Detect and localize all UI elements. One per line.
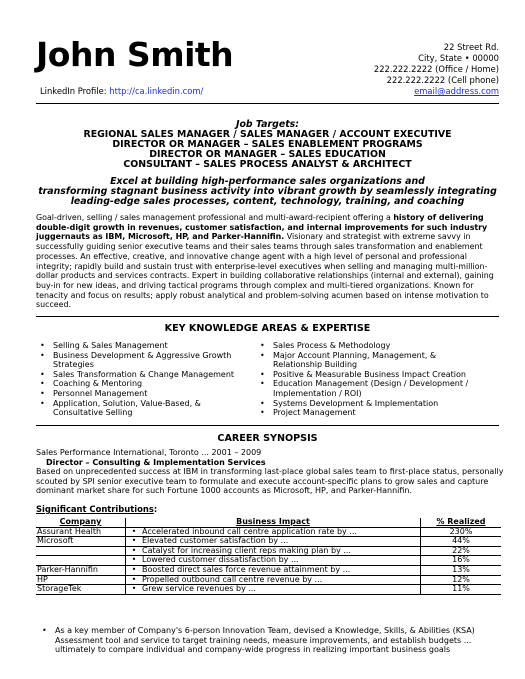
job-targets: [36, 120, 499, 170]
candidate-name: John Smith: [36, 35, 234, 74]
cell-percent: 16%: [421, 556, 502, 566]
knowledge-item: • Business Development & Aggressive Growth Strategies: [34, 351, 252, 370]
knowledge-item: • Systems Development & Implementation: [254, 399, 472, 409]
knowledge-item: • Selling & Sales Management: [34, 341, 252, 351]
summary-text-rest: Visionary and strategist with extreme savvy in successfully guiding senior executive teams and their sales teams through sales transformation and enablement processes. An effective, creative, and innovative change agent with a high level of personal and professional integrity; rapidly build and sustain trust with enterprise-level executives when selling and managing multi-million-dollar products and services contracts. Expert in building collaborative relationships (internal and external), gaining buy-in for new ideas, and driving tactical programs through complex and multi-tiered organizations. Known for tenacity and focus on results; apply robust analytical and problem-solving acumen based on intense motivation to succeed.: [36, 232, 494, 310]
cell-company: Assurant Health: [36, 527, 126, 537]
cell-impact: • Lowered customer dissatisfaction by ...: [126, 556, 421, 566]
tagline-line: Excel at building high-performance sales organizations and: [110, 176, 425, 187]
phone-office: 222.222.2222 (Office / Home): [373, 64, 499, 74]
summary-text: Goal-driven, selling / sales management professional and multi-award-recipient offering a: [36, 213, 394, 222]
cell-company: Microsoft: [36, 537, 126, 547]
knowledge-item: • Major Account Planning, Management, & Relationship Building: [254, 351, 472, 370]
cell-percent: 44%: [421, 537, 502, 547]
column-header-company: Company: [36, 518, 126, 527]
linkedin-line: [40, 86, 203, 96]
header-divider: [36, 103, 499, 104]
cell-impact: • Catalyst for increasing client reps making plan by ...: [126, 546, 421, 556]
cell-percent: 13%: [421, 565, 502, 575]
contributions-heading: Significant Contributions:: [36, 504, 158, 514]
email-link[interactable]: email@address.com: [414, 86, 499, 96]
contact-block: [374, 42, 499, 97]
cell-company: HP: [36, 575, 126, 585]
cell-percent: 22%: [421, 546, 502, 556]
knowledge-list-right: [254, 341, 472, 418]
job-description: Based on unprecedented success at IBM in transforming last-place global sales team to first-place status, personally scouted by SPI senior executive team to formulate and execute account-specific plans to grow sales and capture dominant market share for such Fortune 1000 accounts as Microsoft, HP, and Parker-Hannifin.: [36, 467, 504, 496]
knowledge-item: • Sales Transformation & Change Management: [34, 370, 252, 380]
cell-impact: • Grew service revenues by ...: [126, 585, 421, 595]
section-heading-knowledge: KEY KNOWLEDGE AREAS & EXPERTISE: [164, 323, 371, 334]
column-header-impact: Business Impact: [126, 518, 421, 527]
cell-company: Parker-Hannifin: [36, 565, 126, 575]
professional-summary: [36, 213, 497, 310]
knowledge-item: • Coaching & Mentoring: [34, 379, 252, 389]
job-title: Director – Consulting & Implementation Services: [46, 457, 266, 467]
knowledge-item: • Personnel Management: [34, 389, 252, 399]
contributions-table: [36, 518, 501, 595]
cell-impact: • Elevated customer satisfaction by ...: [126, 537, 421, 547]
cell-company: [36, 546, 126, 556]
job-targets-label: Job Targets:: [235, 119, 299, 130]
knowledge-item: • Project Management: [254, 408, 472, 418]
achievement-list: [36, 626, 506, 655]
address-line-1: 22 Street Rd.: [443, 42, 499, 52]
cell-impact: • Accelerated inbound call centre application rate by ...: [126, 527, 421, 537]
tagline: [36, 177, 499, 207]
job-target-line: REGIONAL SALES MANAGER / SALES MANAGER / ACCOUNT EXECUTIVE: [83, 129, 452, 140]
column-header-realized: % Realized: [421, 518, 502, 527]
cell-impact: • Boosted direct sales force revenue attainment by ...: [126, 565, 421, 575]
tagline-line: transforming stagnant business activity into vibrant growth by seamlessly integrating: [38, 186, 497, 197]
career-synopsis: [36, 448, 506, 496]
knowledge-item: • Positive & Measurable Business Impact Creation: [254, 370, 472, 380]
knowledge-item: • Education Management (Design / Development / Implementation / ROI): [254, 379, 472, 398]
employer-line: Sales Performance International, Toronto ... 2001 – 2009: [36, 448, 262, 457]
job-target-line: DIRECTOR OR MANAGER – SALES EDUCATION: [149, 149, 386, 160]
cell-company: StorageTek: [36, 585, 126, 595]
job-target-line: DIRECTOR OR MANAGER – SALES ENABLEMENT PROGRAMS: [112, 139, 423, 150]
table-row: [36, 585, 501, 595]
section-divider: [36, 425, 499, 426]
summary-highlight: history of delivering double-digit growth in revenues, customer satisfaction, and internal improvements for such industry juggernauts as IBM, Microsoft, HP, and Parker-Hannifin.: [36, 213, 488, 242]
address-line-2: City, State • 00000: [418, 53, 499, 63]
tagline-line: leading-edge sales processes, content, technology, training, and coaching: [70, 196, 465, 207]
linkedin-label: LinkedIn Profile:: [40, 86, 107, 96]
cell-percent: 11%: [421, 585, 502, 595]
phone-cell: 222.222.2222 (Cell phone): [386, 75, 499, 85]
table-row: [36, 575, 501, 585]
section-divider: [36, 316, 499, 317]
knowledge-list-left: [34, 341, 252, 418]
knowledge-item: • Sales Process & Methodology: [254, 341, 472, 351]
cell-percent: 12%: [421, 575, 502, 585]
achievement-item: • As a key member of Company's 6-person Innovation Team, devised a Knowledge, Skills, & Abilities (KSA) Assessment tool and service to target training needs, measure improvements, and establish budgets ... ultimately to compare individual and company-wide progress in realizing important business goals: [36, 626, 506, 655]
cell-impact: • Propelled outbound call centre revenue by ...: [126, 575, 421, 585]
cell-percent: 230%: [421, 527, 502, 537]
linkedin-link[interactable]: http://ca.linkedin.com/: [109, 86, 204, 96]
section-heading-career: CAREER SYNOPSIS: [217, 433, 318, 444]
job-target-line: CONSULTANT – SALES PROCESS ANALYST & ARCHITECT: [123, 159, 412, 170]
knowledge-item: • Application, Solution, Value-Based, & Consultative Selling: [34, 399, 252, 418]
